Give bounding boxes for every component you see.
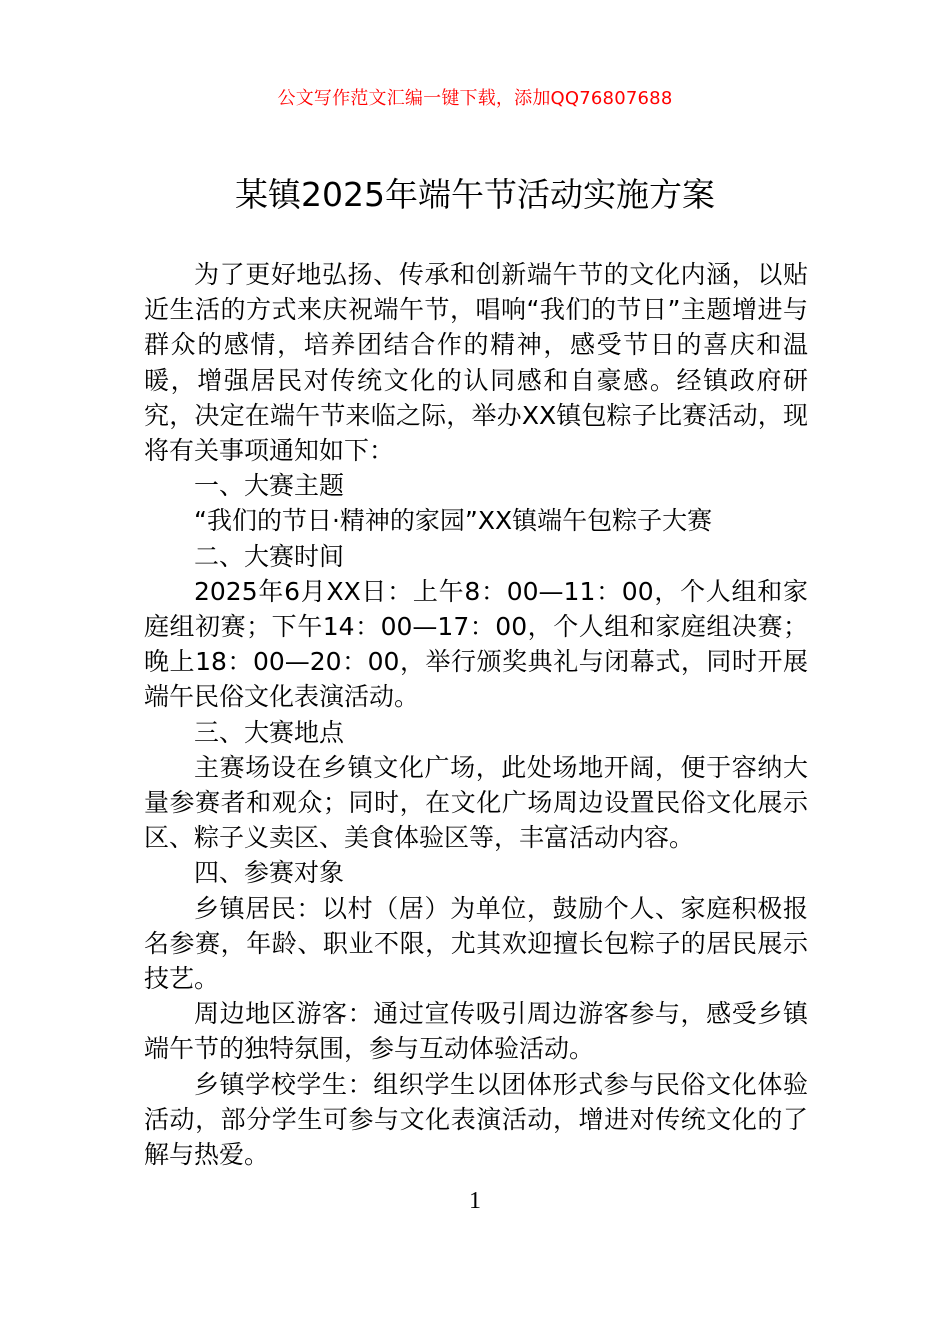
heading-theme: 一、大赛主题 xyxy=(194,471,345,501)
paragraph-visitors: 周边地区游客：通过宣传吸引周边游客参与，感受乡镇端午节的独特氛围，参与互动体验活动。 xyxy=(144,999,808,1064)
document-title: 某镇2025年端午节活动实施方案 xyxy=(235,175,715,214)
paragraph-theme: “我们的节日·精神的家园”XX镇端午包粽子大赛 xyxy=(194,506,713,536)
heading-time: 二、大赛时间 xyxy=(194,541,345,571)
download-notice: 公文写作范文汇编一键下载，添加QQ76807688 xyxy=(277,88,673,109)
page-number: 1 xyxy=(469,1188,481,1214)
heading-location: 三、大赛地点 xyxy=(194,717,345,747)
heading-participants: 四、参赛对象 xyxy=(194,858,345,888)
paragraph-students: 乡镇学校学生：组织学生以团体形式参与民俗文化体验活动，部分学生可参与文化表演活动，增进对传统文化的了解与热爱。 xyxy=(144,1069,808,1170)
paragraph-residents: 乡镇居民：以村（居）为单位，鼓励个人、家庭积极报名参赛，年龄、职业不限，尤其欢迎擅长包粽子的居民展示技艺。 xyxy=(144,893,808,994)
paragraph-location: 主赛场设在乡镇文化广场，此处场地开阔，便于容纳大量参赛者和观众；同时，在文化广场周边设置民俗文化展示区、粽子义卖区、美食体验区等，丰富活动内容。 xyxy=(144,752,808,853)
paragraph-time: 2025年6月XX日：上午8：00—11：00，个人组和家庭组初赛；下午14：00—17：00，个人组和家庭组决赛；晚上18：00—20：00，举行颁奖典礼与闭幕式，同时开展端午民俗文化表演活动。 xyxy=(144,576,808,712)
paragraph-intro: 为了更好地弘扬、传承和创新端午节的文化内涵，以贴近生活的方式来庆祝端午节，唱响“我们的节日”主题增进与群众的感情，培养团结合作的精神，感受节日的喜庆和温暖，增强居民对传统文化的认同感和自豪感。经镇政府研究，决定在端午节来临之际，举办XX镇包粽子比赛活动，现将有关事项通知如下： xyxy=(144,260,808,466)
document-body xyxy=(144,257,808,1172)
